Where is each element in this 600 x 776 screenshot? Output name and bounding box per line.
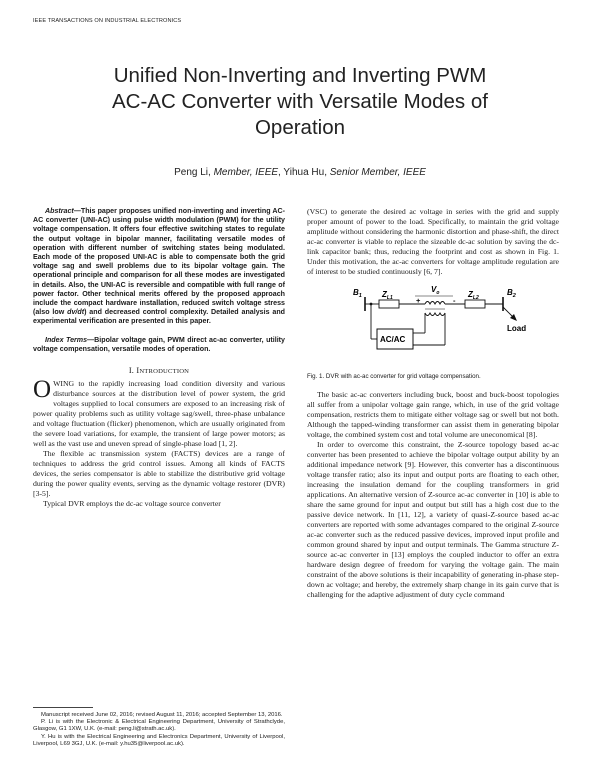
section-title-first: I — [136, 366, 140, 376]
title-line: AC-AC Converter with Versatile Modes of — [112, 90, 488, 113]
abstract — [33, 207, 285, 327]
index-terms — [33, 336, 285, 354]
author-line — [40, 167, 560, 178]
figure-1 — [307, 283, 559, 371]
abstract-dvdt: dv/dt — [67, 308, 85, 317]
dvr-circuit-diagram — [307, 283, 559, 371]
vo-label: $V_o$ — [431, 285, 440, 296]
plus-sign: + — [416, 296, 421, 305]
right-column — [307, 207, 559, 600]
footnotes — [33, 712, 285, 748]
footnote-author-2: Y. Hu is with the Electrical Engineering and Electronics Department, University of Liverpool, Liverpool, L69 3GJ, U.K. (e-mail: y.hu35@liverpool.ac.uk). — [33, 733, 285, 747]
b2-label: $B_2$ — [507, 288, 516, 299]
author-2-name: , Yihua Hu, — [278, 167, 327, 178]
impedance-zl1-box — [379, 300, 399, 308]
paper-title — [40, 63, 560, 141]
footnote-received: Manuscript received June 02, 2016; revised August 11, 2016; accepted September 13, 2016. — [41, 712, 283, 718]
drop-cap: O — [33, 376, 52, 404]
author-2-role: Senior Member, IEEE — [329, 167, 426, 178]
transformer-secondary-coil — [425, 313, 445, 316]
b1-label: $B_1$ — [353, 288, 362, 299]
right-paragraph-3: In order to overcome this constraint, the Z-source topology based ac-ac converter has been presented to achieve the bipolar voltage output ability by an additional impedance network [9]. However, this converter has a discontinuous voltage transfer ratio; also its input and output ports are floating to each other, increasing the insulation demand for the coupling transformers in grid applications. An alternative version of Z-source ac-ac converter in [10] is able to share the same ground for input and output but still has a high cost due to the passive device network. In [11, 12], a variety of quasi-Z-source based ac-ac converters are reported with some advantages compared to the original Z-source ac-ac converter such as the reduced passive devices, improved input profile and common ground shared by input and output terminals. The Gamma structure Z-source ac-ac converter in [13] employs the coupled inductor to offer an extra hardware design degree of freedom for varying the voltage gain. The main constraint of the above solutions is their incapability of generating in-phase step-down ac voltage; and hereby, the extremely sharp change in its gain curve that is challenging for the adaptive adjustment of duty cycle command — [307, 440, 559, 599]
right-paragraph-1: (VSC) to generate the desired ac voltage in series with the grid and supply proper amount of power to the load. Specifically, to maintain the grid voltage amplitude without considering the harmonic distortion and phase-shift, the direct ac-ac converter is viable to replace the sizeable dc-ac solution by saving the dc-link capacitor bank; thus, reducing the footprint and cost as shown in Fig. 1. Under this motivation, the ac-ac converters for voltage amplitude regulation are of interest to be studied continuously [6, 7]. — [307, 207, 559, 276]
intro-paragraph-1 — [33, 376, 285, 449]
right-paragraph-2: The basic ac-ac converters including buck, boost and buck-boost topologies all suffer from a unipolar voltage gain range, which, in use of the grid voltage compensation, restricts them to mitigate either voltage sag or swell but not both. Although the tapped-winding transformer can assist them in generating bipolar voltage, the combined system cost and total volume are uneconomical [8]. — [307, 390, 559, 439]
load-label: Load — [507, 324, 527, 333]
transformer-series-coil — [425, 302, 445, 305]
intro-paragraph-3: Typical DVR employs the dc-ac voltage source converter — [43, 499, 221, 509]
footnote-divider — [33, 707, 93, 708]
journal-header: IEEE TRANSACTIONS ON INDUSTRIAL ELECTRONICS — [33, 18, 182, 24]
junction-dot — [370, 303, 373, 306]
section-number: I. — [128, 366, 135, 376]
title-line: Unified Non-Inverting and Inverting PWM — [113, 64, 487, 87]
abstract-text-end: ) and decreased control complexity. Detailed analysis and experimental verification are presented in this paper. — [33, 308, 285, 326]
abstract-text: —This paper proposes unified non-inverting and inverting AC-AC converter (UNI-AC) using pulse width modulation (PWM) for the utility voltage compensation. It offers four effective switching states to regulate the output voltage in bipolar manner, facilitating versatile modes of operation with different number of switching states being modulated. Each mode of the proposed UNI-AC is able to compensate both the grid voltage sag and swell problems due to its bipolar voltage gain. The operational principle and comparison for all these modes are investigated in details. Also, the UNI-AC is reversible and compatible with full range of power factor. Other technical merits offered by the proposed approach include the compact hardware installation, reduced switch voltage stress (also low — [33, 207, 285, 317]
author-1-role: Member, IEEE — [213, 167, 279, 178]
impedance-zl2-box — [465, 300, 485, 308]
intro-paragraph-1-text: WING to the rapidly increasing load condition diversity and various disturbance sources at the distribution level of power system, the grid voltages supplied to local consumers are exposed to an increasing risk of power quality problems such as utility voltage sag/swell, three-phase unbalance and voltage fluctuation (flicker) phenomenon, which are usually originated from the severe load variations, for example, the transient of large power motors; as well as the vast use and uneven spread of single-phase load [1, 2]. — [33, 379, 285, 449]
footnote-author-1: P. Li is with the Electronic & Electrical Engineering Department, University of Strathclyde, Glasgow, G1 1XW, U.K. (e-mail: peng.li@strath.ac.uk). — [33, 719, 285, 733]
zl1-label: $Z_{L1}$ — [382, 290, 393, 301]
section-heading — [33, 366, 285, 375]
left-column — [33, 207, 285, 509]
title-line: Operation — [254, 116, 346, 139]
minus-sign: - — [453, 296, 456, 305]
abstract-label: Abstract — [45, 207, 74, 215]
author-1-name: Peng Li, — [174, 167, 211, 178]
index-terms-text: —Bipolar voltage gain, PWM direct ac-ac converter, utility voltage compensation, versatile modes of operation. — [33, 335, 285, 353]
section-title-rest: NTRODUCTION — [139, 368, 190, 376]
index-terms-label: Index Terms — [45, 335, 88, 344]
zl2-label: $Z_{L2}$ — [468, 290, 479, 301]
acac-label: AC/AC — [380, 335, 406, 344]
figure-1-caption: Fig. 1. DVR with ac-ac converter for grid voltage compensation. — [307, 373, 481, 380]
intro-paragraph-2: The flexible ac transmission system (FACTS) devices are a range of techniques to address the grid control issues. Among all kinds of FACTS devices, the series compensator is able to stabilize the distributive grid voltage during the power quality events, serving as the dynamic voltage restorer (DVR) [3-5]. — [33, 449, 285, 499]
